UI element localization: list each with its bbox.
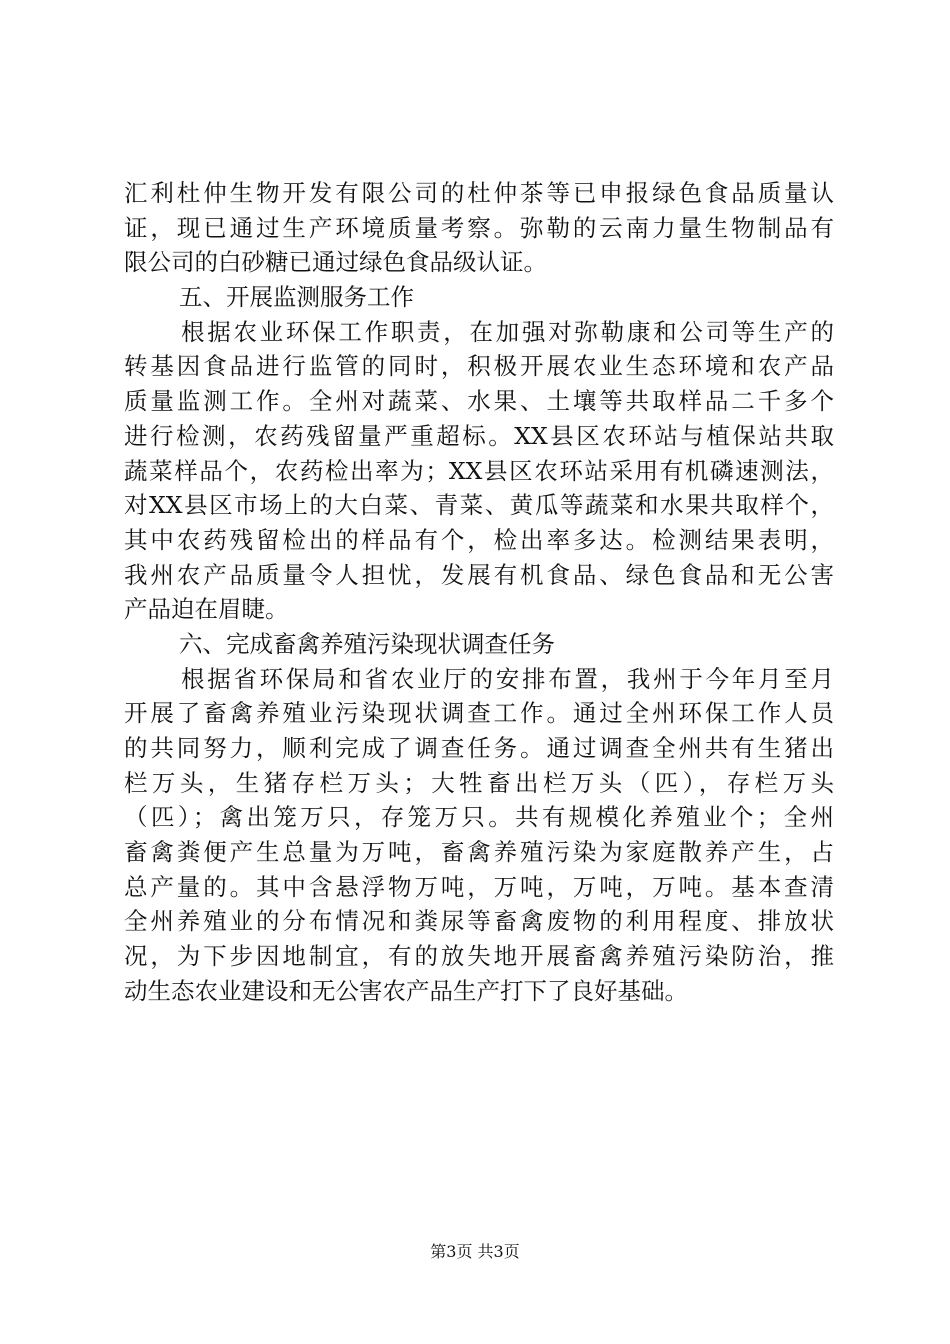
page-number: 第3页 共3页 [430, 1242, 520, 1261]
text-line: （匹）；禽出笼万只，存笼万只。共有规模化养殖业个；全州 [124, 803, 834, 832]
section-heading: 六、完成畜禽养殖污染现状调查任务 [179, 629, 555, 658]
text-line: 畜禽粪便产生总量为万吨，畜禽养殖污染为家庭散养产生，占 [124, 838, 834, 867]
document-body [124, 176, 834, 1009]
text-line: 栏万头，生猪存栏万头；大牲畜出栏万头（匹），存栏万头 [124, 768, 834, 797]
text-line: 进行检测，农药残留量严重超标。XX县区农环站与植保站共取 [124, 421, 834, 450]
text-line: 限公司的白砂糖已通过绿色食品级认证。 [124, 248, 547, 277]
text-line: 的共同努力，顺利完成了调查任务。通过调查全州共有生猪出 [124, 734, 834, 762]
text-line: 证，现已通过生产环境质量考察。弥勒的云南力量生物制品有 [124, 213, 834, 242]
text-line: 我州农产品质量令人担忧，发展有机食品、绿色食品和无公害 [124, 560, 834, 589]
text-line: 蔬菜样品个，农药检出率为；XX县区农环站采用有机磷速测法， [124, 456, 834, 485]
section-heading: 五、开展监测服务工作 [179, 283, 414, 312]
text-line: 动生态农业建设和无公害农产品生产打下了良好基础。 [124, 976, 688, 1005]
text-line: 根据农业环保工作职责，在加强对弥勒康和公司等生产的 [181, 317, 834, 346]
text-line: 全州养殖业的分布情况和粪尿等畜禽废物的利用程度、排放状 [124, 907, 834, 936]
text-line: 其中农药残留检出的样品有个，检出率多达。检测结果表明， [124, 525, 834, 554]
text-line: 质量监测工作。全州对蔬菜、水果、土壤等共取样品二千多个 [124, 387, 834, 416]
text-line: 开展了畜禽养殖业污染现状调查工作。通过全州环保工作人员 [124, 699, 834, 728]
text-line: 产品迫在眉睫。 [124, 595, 289, 624]
text-line: 对XX县区市场上的大白菜、青菜、黄瓜等蔬菜和水果共取样个， [124, 491, 834, 520]
text-line: 总产量的。其中含悬浮物万吨，万吨，万吨，万吨。基本查清 [124, 872, 834, 901]
text-line: 况，为下步因地制宜，有的放失地开展畜禽养殖污染防治，推 [124, 942, 834, 971]
text-line: 转基因食品进行监管的同时，积极开展农业生态环境和农产品 [124, 352, 834, 381]
page-footer [0, 1242, 950, 1262]
text-line: 汇利杜仲生物开发有限公司的杜仲茶等已申报绿色食品质量认 [124, 179, 834, 207]
text-line: 根据省环保局和省农业厅的安排布置，我州于今年月至月 [181, 664, 834, 693]
